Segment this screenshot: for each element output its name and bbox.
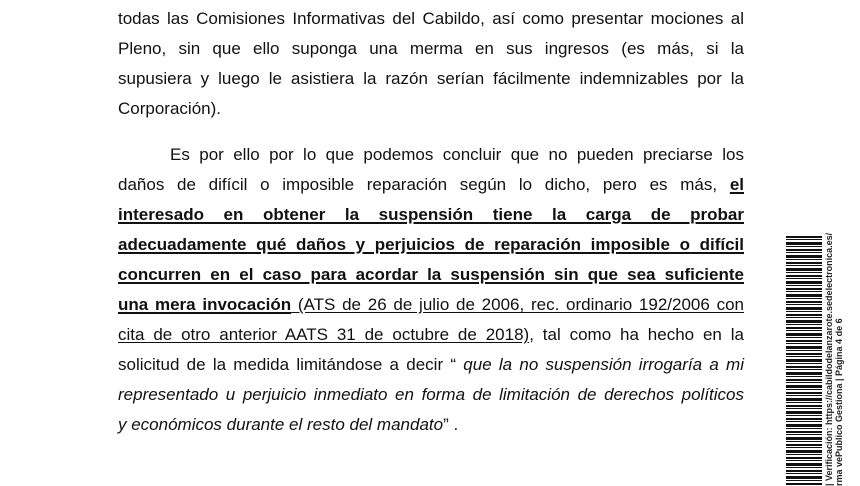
- paragraph-2-line-3: [118, 205, 744, 225]
- paragraph-2-line-7: [118, 325, 744, 345]
- italic-quote: que la no suspensión irrogaría a mi: [463, 355, 744, 374]
- paragraph-2-line-4: [118, 235, 744, 255]
- paragraph-2-line-8: [118, 355, 744, 375]
- verification-url: | Verificación: https://cabildodelanzarote.sedelectronica.es/: [824, 232, 834, 486]
- paragraph-2-line-2: [118, 175, 744, 195]
- text-run: solicitud de la medida limitándose a decir “: [118, 355, 464, 374]
- paragraph-2-line-6: [118, 295, 744, 315]
- paragraph-2-line-9: representado u perjuicio inmediato en forma de limitación de derechos políticos: [118, 385, 744, 404]
- underlined-citation: (ATS de 26 de julio de 2006, rec. ordinario 192/2006 con: [291, 295, 744, 314]
- text-run: , tal como ha hecho en la: [529, 325, 744, 344]
- underlined-citation: cita de otro anterior AATS 31 de octubre de 2018): [118, 325, 530, 344]
- bold-underlined-text: concurren en el caso para acordar la suspensión sin que sea suficiente: [118, 265, 744, 284]
- paragraph-2-line-5: [118, 265, 744, 285]
- text-run: ” .: [443, 415, 459, 434]
- paragraph-2-line-10: [118, 415, 744, 435]
- italic-quote: y económicos durante el resto del mandato: [118, 415, 444, 434]
- verification-stamp-text: [824, 233, 844, 486]
- paragraph-1-line-4: Corporación).: [118, 99, 221, 118]
- verification-barcode: [786, 236, 822, 486]
- paragraph-1-line-2: Pleno, sin que ello suponga una merma en sus ingresos (es más, si la: [118, 39, 744, 58]
- paragraph-2-line-1: Es por ello por lo que podemos concluir que no pueden preciarse los: [170, 145, 744, 164]
- bold-underlined-text: una mera invocación: [118, 295, 292, 314]
- text-run: daños de difícil o imposible reparación según lo dicho, pero es más,: [118, 175, 730, 194]
- bold-underlined-text: interesado en obtener la suspensión tiene la carga de probar: [118, 205, 744, 224]
- paragraph-1-line-1: todas las Comisiones Informativas del Cabildo, así como presentar mociones al: [118, 9, 744, 28]
- bold-underlined-text: adecuadamente qué daños y perjuicios de reparación imposible o difícil: [118, 235, 744, 254]
- page-indicator: rma vePublico Gestiona | Página 4 de 6: [834, 318, 844, 486]
- paragraph-1-line-3: supusiera y luego le asistiera la razón serían fácilmente indemnizables por la: [118, 69, 744, 88]
- bold-underlined-text: el: [729, 175, 744, 194]
